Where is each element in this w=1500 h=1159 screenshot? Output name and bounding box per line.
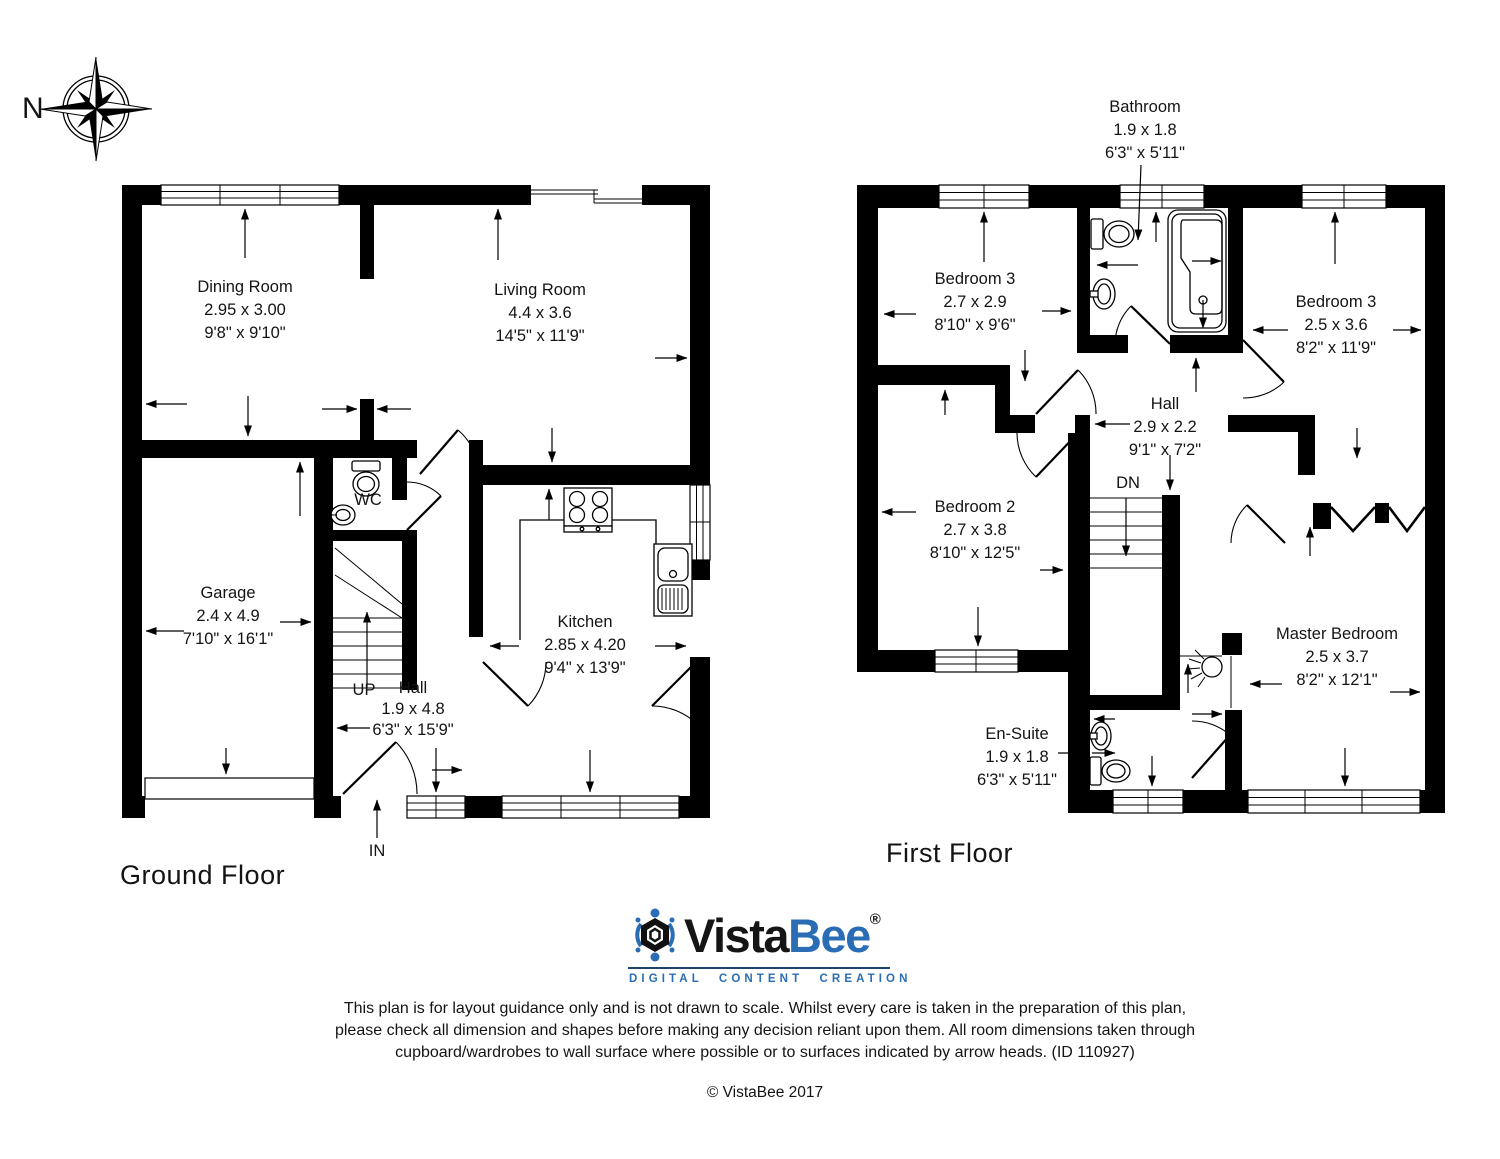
- label-ensuite: [977, 723, 1057, 792]
- label-bedroom3-right: [1296, 291, 1377, 360]
- logo-divider: [628, 967, 890, 969]
- window: [531, 186, 642, 204]
- room-imperial: 9'4" x 13'9": [544, 659, 626, 677]
- room-imperial: 6'3" x 15'9": [372, 721, 454, 739]
- room-imperial: 8'2" x 11'9": [1295, 339, 1377, 357]
- room-name: Bathroom: [1109, 98, 1181, 116]
- toilet-icon: [1091, 219, 1134, 249]
- stairs-down: [1090, 498, 1162, 568]
- bedroom3-right-door: [1243, 340, 1284, 398]
- room-name: Kitchen: [557, 613, 613, 631]
- garage-door: [145, 778, 314, 799]
- label-garage: [183, 582, 274, 651]
- room-metric: 2.5 x 3.7: [1305, 648, 1369, 666]
- vistabee-wordmark: [684, 908, 881, 963]
- label-bathroom: [1105, 96, 1185, 165]
- room-imperial: 8'10" x 12'5": [929, 544, 1021, 562]
- brand-text-bee: Bee: [788, 909, 870, 962]
- copyright-text: © VistaBee 2017: [706, 1084, 824, 1101]
- room-name: Garage: [200, 584, 256, 602]
- wc-door: [407, 482, 441, 530]
- brand-text-vista: Vista: [684, 909, 788, 962]
- disclaimer-line: This plan is for layout guidance only and is not drawn to scale. Whilst every care is taken in the preparation of this plan,: [343, 1000, 1187, 1017]
- window: [935, 650, 1018, 672]
- master-bedroom-door: [1231, 505, 1285, 543]
- room-name: En-Suite: [985, 725, 1049, 743]
- compass-icon: [40, 57, 152, 161]
- toilet-icon: [1090, 757, 1130, 785]
- label-living-room: [494, 279, 586, 348]
- logo-tagline: DIGITAL CONTENT CREATION: [629, 973, 912, 985]
- window: [690, 485, 710, 560]
- room-metric: 2.7 x 2.9: [943, 293, 1007, 311]
- room-imperial: 8'2" x 12'1": [1296, 671, 1378, 689]
- vistabee-logo-icon: [628, 908, 682, 966]
- entry-door: [343, 742, 417, 794]
- label-wc: [354, 489, 382, 512]
- room-metric: 2.9 x 2.2: [1133, 418, 1197, 436]
- label-master-bedroom: [1276, 623, 1398, 692]
- window: [161, 185, 339, 205]
- stairs-up: [333, 548, 402, 688]
- disclaimer-line: cupboard/wardrobes to wall surface where possible or to surfaces indicated by arrow heads. (ID 110927): [395, 1044, 1135, 1061]
- label-kitchen: [544, 611, 626, 680]
- vistabee-logo: [628, 906, 912, 986]
- sink-icon: [1090, 279, 1115, 309]
- dimension-arrows: [882, 165, 1421, 786]
- disclaimer-line: please check all dimension and shapes before making any decision reliant upon them. All room dimensions taken through: [334, 1022, 1196, 1039]
- kitchen-sink-icon: [654, 544, 692, 616]
- sink-icon: [1090, 722, 1111, 750]
- window: [1248, 790, 1420, 813]
- label-bedroom2: [930, 496, 1021, 565]
- room-metric: 2.4 x 4.9: [196, 607, 260, 625]
- bedroom3-left-door: [1036, 370, 1096, 414]
- first-floor-plan: [857, 165, 1445, 813]
- label-hall-ground: [372, 678, 453, 741]
- label-hall-first: [1129, 393, 1201, 462]
- room-imperial: 8'10" x 9'6": [934, 316, 1016, 334]
- first-floor-title: First Floor: [886, 838, 1013, 868]
- registered-trademark: ®: [869, 911, 881, 928]
- disclaimer-text: [300, 998, 1230, 1064]
- room-name: Bedroom 3: [1295, 293, 1377, 311]
- label-entry-in: IN: [368, 842, 386, 860]
- room-name: Living Room: [494, 281, 586, 299]
- ensuite-door: [1192, 721, 1230, 778]
- label-stairs-dn: DN: [1116, 474, 1140, 492]
- room-name: WC: [354, 491, 382, 509]
- ground-floor-title: Ground Floor: [120, 860, 286, 890]
- room-name: Dining Room: [197, 278, 293, 296]
- kitchen-door: [483, 662, 546, 706]
- window: [939, 185, 1029, 208]
- bath-icon: [1168, 210, 1226, 332]
- window: [407, 796, 465, 818]
- room-name: Master Bedroom: [1276, 625, 1398, 643]
- room-imperial: 7'10" x 16'1": [182, 630, 274, 648]
- hob-icon: [564, 488, 612, 532]
- room-imperial: 6'3" x 5'11": [1104, 144, 1186, 162]
- window: [1113, 790, 1183, 813]
- room-imperial: 6'3" x 5'11": [976, 771, 1058, 789]
- room-name: Bedroom 2: [934, 498, 1016, 516]
- label-dining-room: [197, 276, 292, 345]
- room-metric: 1.9 x 1.8: [985, 748, 1049, 766]
- label-stairs-up: UP: [352, 681, 376, 699]
- window: [1302, 185, 1386, 208]
- label-bedroom3-left: [934, 268, 1015, 337]
- window: [502, 796, 679, 818]
- room-metric: 2.7 x 3.8: [943, 521, 1007, 539]
- room-metric: 2.95 x 3.00: [204, 301, 286, 319]
- room-name: Hall: [1150, 395, 1180, 413]
- room-metric: 1.9 x 4.8: [381, 700, 445, 718]
- room-metric: 2.5 x 3.6: [1304, 316, 1368, 334]
- room-name: Bedroom 3: [934, 270, 1016, 288]
- window: [1120, 185, 1204, 208]
- compass-north-label: N: [22, 92, 44, 125]
- room-metric: 4.4 x 3.6: [508, 304, 572, 322]
- room-imperial: 9'8" x 9'10": [204, 324, 286, 342]
- room-metric: 1.9 x 1.8: [1113, 121, 1177, 139]
- room-imperial: 14'5" x 11'9": [495, 327, 585, 345]
- room-name: Hall: [398, 679, 428, 697]
- room-imperial: 9'1" x 7'2": [1128, 441, 1202, 459]
- room-metric: 2.85 x 4.20: [544, 636, 626, 654]
